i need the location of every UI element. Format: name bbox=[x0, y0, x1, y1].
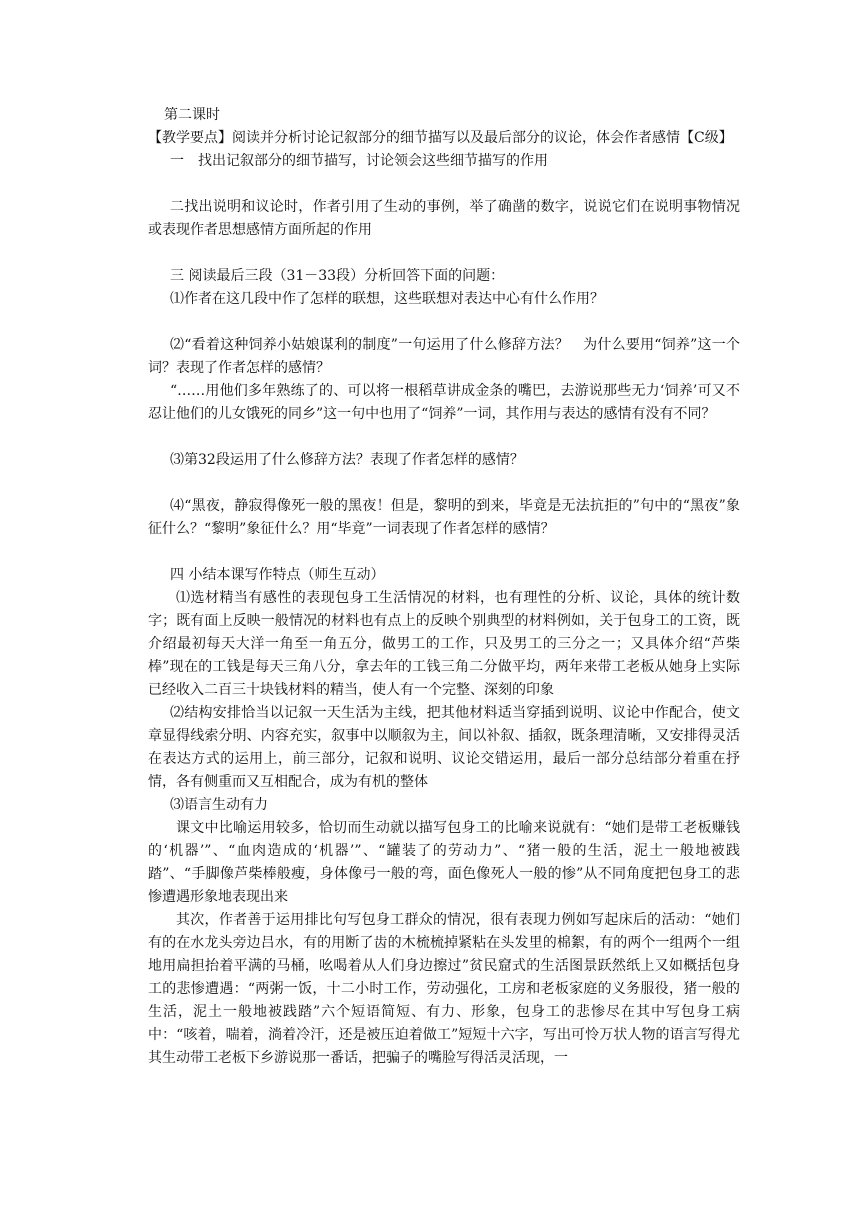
question-3: ⑶第32段运用了什么修辞方法？表现了作者怎样的感情？ bbox=[170, 452, 524, 468]
summary-point-2: ⑵结构安排恰当以记叙一天生活为主线，把其他材料适当穿插到说明、议论中作配合，使文章显得线索分明、内容充实，叙事中以顺叙为主，间以补叙、插叙，既条理清晰，又安排得灵活在表达方式的运用上，前三部分，记叙和说明、议论交错运用，最后一部分总结部分着重在抒情，各有侧重而又互相配合，成为有机的整体 bbox=[148, 705, 740, 790]
language-parallelism-paragraph: 其次，作者善于运用排比句写包身工群众的情况，很有表现力例如写起床后的活动：“她们有的在水龙头旁边吕水，有的用断了齿的木梳梳掉紧粘在头发里的棉絮，有的两个一组两个一组地用扁担抬着平满的马桶，吆喝着从人们身边擦过”贫民窟式的生活图景跃然纸上又如概括包身工的悲惨遭遇：“两粥一饭，十二小时工作，劳动强化，工房和老板家庭的义务服役，猪一般的生活，泥土一般地被践踏”六个短语简短、有力、形象，包身工的悲惨尽在其中写包身工病中：“咳着，喘着，淌着冷汗，还是被压迫着做工”短短十六字，写出可怜万状人物的语言写得尤其生动带工老板下乡游说那一番话，把骗子的嘴脸写得活灵活现，一 bbox=[148, 912, 740, 1066]
question-4: ⑷“黑夜，静寂得像死一般的黑夜！但是，黎明的到来，毕竟是无法抗拒的”句中的“黑夜”象征什么？“黎明”象征什么？用“毕竟”一词表现了作者怎样的感情？ bbox=[148, 498, 740, 537]
task-two: 二找出说明和议论时，作者引用了生动的事例，举了确凿的数字，说说它们在说明事物情况或表现作者思想感情方面所起的作用 bbox=[148, 199, 740, 238]
task-one: 一 找出记叙部分的细节描写，讨论领会这些细节描写的作用 bbox=[170, 153, 548, 169]
document-body bbox=[148, 104, 740, 1070]
task-three-heading: 三 阅读最后三段（31－33段）分析回答下面的问题： bbox=[170, 268, 505, 284]
teaching-points: 【教学要点】阅读并分析讨论记叙部分的细节描写以及最后部分的议论，体会作者感情【C级】 bbox=[148, 130, 733, 146]
language-metaphor-paragraph: 课文中比喻运用较多，恰切而生动就以描写包身工的比喻来说就有：“她们是带工老板赚钱的‘机器’”、“血肉造成的‘机器’”、“罐装了的劳动力”、“猪一般的生活，泥土一般地被践踏”、“手脚像芦柴棒般瘦，身体像弓一般的弯，面色像死人一般的惨”从不同角度把包身工的悲惨遭遇形象地表现出来 bbox=[148, 820, 740, 905]
question-2: ⑵“看着这种饲养小姑娘谋利的制度”一句运用了什么修辞方法？ 为什么要用“饲养”这一个词？表现了作者怎样的感情？ bbox=[148, 337, 740, 376]
question-1: ⑴作者在这几段中作了怎样的联想，这些联想对表达中心有什么作用？ bbox=[170, 291, 604, 307]
summary-point-3-heading: ⑶语言生动有力 bbox=[170, 797, 268, 813]
lesson-title: 第二课时 bbox=[164, 107, 220, 123]
summary-point-1: ⑴选材精当有感性的表现包身工生活情况的材料，也有理性的分析、议论，具体的统计数字；既有面上反映一般情况的材料也有点上的反映个别典型的材料例如，关于包身工的工资，既介绍最初每天大洋一角至一角五分，做男工的工作，只及男工的三分之一；又具体介绍“芦柴棒”现在的工钱是每天三角八分，拿去年的工钱三角二分做平均，两年来带工老板从她身上实际已经收入二百三十块钱材料的精当，使人有一个完整、深刻的印象 bbox=[148, 590, 740, 698]
question-2-followup: “……用他们多年熟练了的、可以将一根稻草讲成金条的嘴巴，去游说那些无力‘饲养’可又不忍让他们的儿女饿死的同乡”这一句中也用了“饲养”一词，其作用与表达的感情有没有不同？ bbox=[148, 383, 740, 422]
task-four-heading: 四 小结本课写作特点（师生互动） bbox=[170, 567, 385, 583]
